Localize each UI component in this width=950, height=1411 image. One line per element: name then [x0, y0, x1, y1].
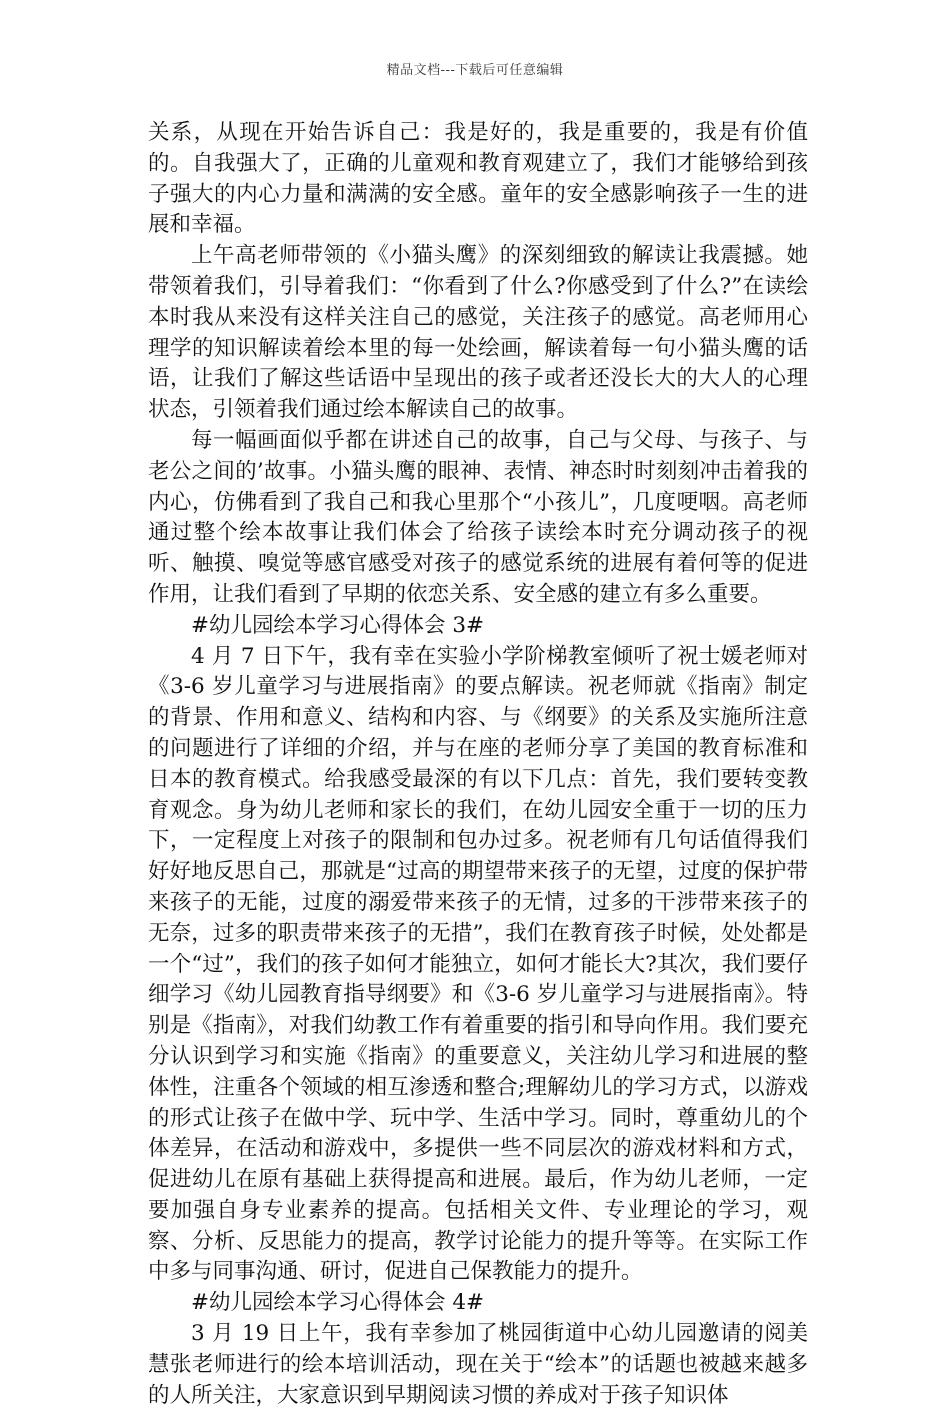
paragraph-2: 上午高老师带领的《小猫头鹰》的深刻细致的解读让我震撼。她带领着我们，引导着我们：“你看到了什么?你感受到了什么?”在读绘本时我从来没有这样关注自己的感觉，关注孩子的感觉。高老师用心理学的知识解读着绘本里的每一处绘画，解读着每一句小猫头鹰的话语，让我们了解这些话语中呈现出的孩子或者还没长大的大人的心理状态，引领着我们通过绘本解读自己的故事。: [148, 243, 808, 423]
section-heading-4: #幼儿园绘本学习心得体会 4#: [191, 1290, 485, 1316]
paragraph-4: 4 月 7 日下午，我有幸在实验小学阶梯教室倾听了祝士媛老师对《3-6 岁儿童学习与进展指南》的要点解读。祝老师就《指南》制定的背景、作用和意义、结构和内容、与《纲要》的关系及实施所注意的问题进行了详细的介绍，并与在座的老师分享了美国的教育标准和日本的教育模式。给我感受最深的有以下几点：首先，我们要转变教育观念。身为幼儿老师和家长的我们，在幼儿园安全重于一切的压力下，一定程度上对孩子的限制和包办过多。祝老师有几句话值得我们好好地反思自己，那就是“过高的期望带来孩子的无望，过度的保护带来孩子的无能，过度的溺爱带来孩子的无情，过多的干涉带来孩子的无奈，过多的职责带来孩子的无措”，我们在教育孩子时候，处处都是一个“过”，我们的孩子如何才能独立，如何才能长大?其次，我们要仔细学习《幼儿园教育指导纲要》和《3-6 岁儿童学习与进展指南》。特别是《指南》，对我们幼教工作有着重要的指引和导向作用。我们要充分认识到学习和实施《指南》的重要意义，关注幼儿学习和进展的整体性，注重各个领域的相互渗透和整合;理解幼儿的学习方式，以游戏的形式让孩子在做中学、玩中学、生活中学习。同时，尊重幼儿的个体差异，在活动和游戏中，多提供一些不同层次的游戏材料和方式，促进幼儿在原有基础上获得提高和进展。最后，作为幼儿老师，一定要加强自身专业素养的提高。包括相关文件、专业理论的学习，观察、分析、反思能力的提高，教学讨论能力的提升等等。在实际工作中多与同事沟通、研讨，促进自己保教能力的提升。: [148, 643, 808, 1285]
paragraph-5: 3 月 19 日上午，我有幸参加了桃园街道中心幼儿园邀请的阅美慧张老师进行的绘本培训活动，现在关于“绘本”的话题也被越来越多的人所关注，大家意识到早期阅读习惯的养成对于孩子知识体: [148, 1321, 808, 1408]
paragraph-3: 每一幅画面似乎都在讲述自己的故事，自己与父母、与孩子、与老公之间的’故事。小猫头鹰的眼神、表情、神态时时刻刻冲击着我的内心，仿佛看到了我自己和我心里那个“小孩儿”，几度哽咽。高老师通过整个绘本故事让我们体会了给孩子读绘本时充分调动孩子的视听、触摸、嗅觉等感官感受对孩子的感觉系统的进展有着何等的促进作用，让我们看到了早期的依恋关系、安全感的建立有多么重要。: [148, 427, 808, 607]
page-header: 精品文档---下载后可任意编辑: [386, 63, 564, 78]
section-heading-3: #幼儿园绘本学习心得体会 3#: [191, 612, 485, 638]
document-body: [148, 118, 808, 1411]
paragraph-1: 关系，从现在开始告诉自己：我是好的，我是重要的，我是有价值的。自我强大了，正确的儿童观和教育观建立了，我们才能够给到孩子强大的内心力量和满满的安全感。童年的安全感影响孩子一生的进展和幸福。: [148, 120, 808, 238]
